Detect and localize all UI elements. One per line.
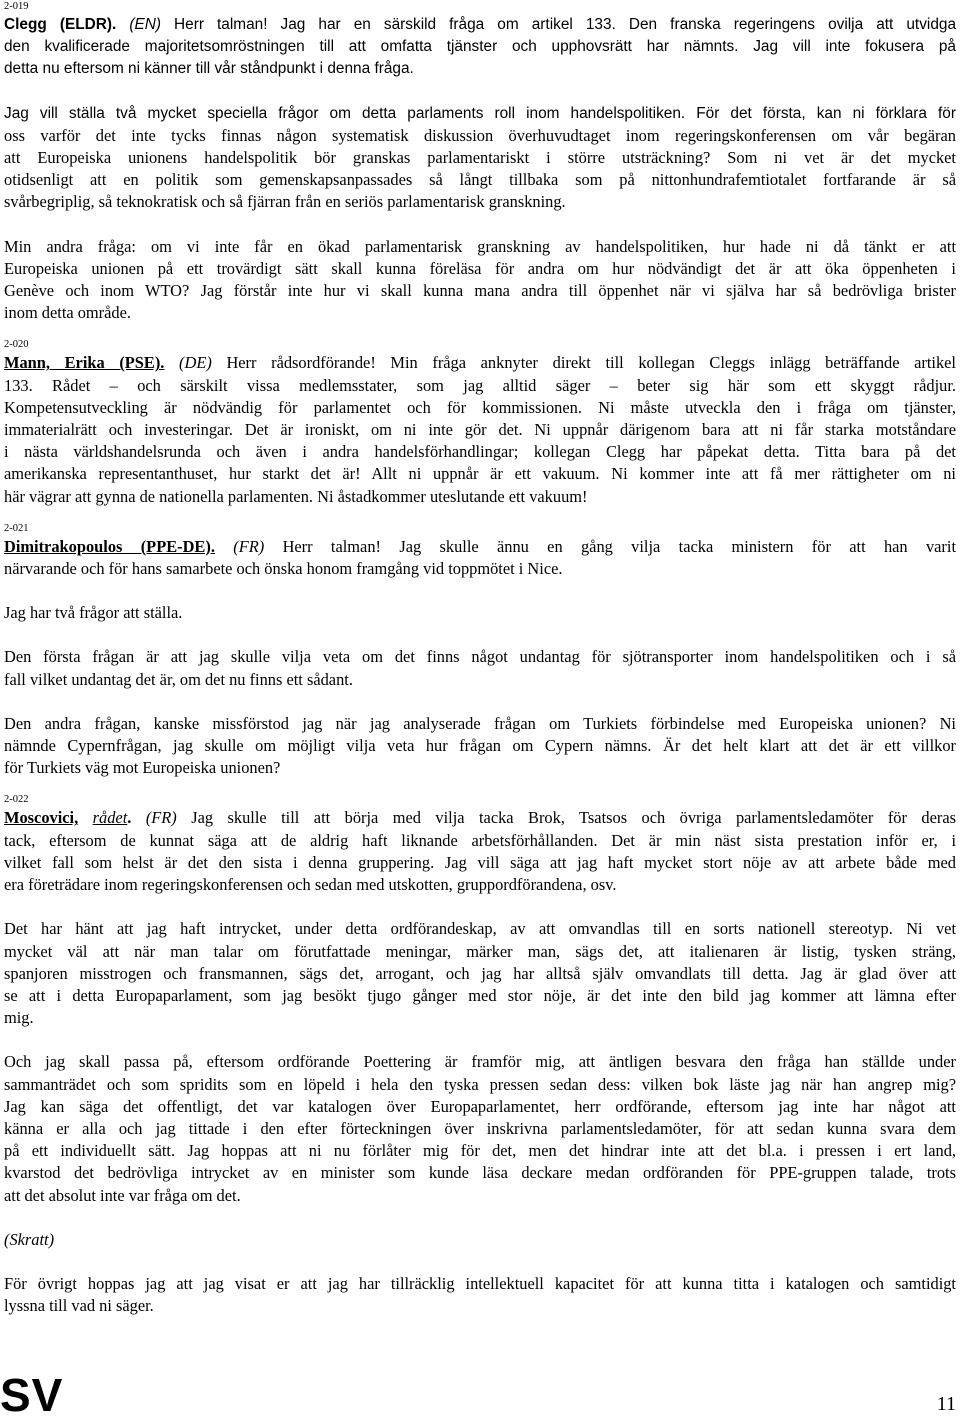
speech-line: immaterialrätt och investeringar. Det är ironiskt, om ni inte gör det. Ni uppnår därigenom bara att ni får starka motståndare (4, 420, 956, 440)
speech-line: se att i detta Europaparlament, som jag besökt tjugo gånger med stor nöje, är det inte den bild jag kommer att lämna efter (4, 985, 956, 1005)
speech-line: amerikanska representanthuset, hur starkt det är! Allt ni uppnår är ett vakuum. Ni kommer inte att få mer rättigheter om ni (4, 464, 956, 484)
speech-line: Den andra frågan, kanske missförstod jag när jag analyserade frågan om Turkiets förbindelse med Europeiska unionen? Ni (4, 713, 956, 733)
speech-line: känna er alla och jag tittade i den efter förteckningen över inskrivna parlamentsledamöter, för att sedan kunna svara dem (4, 1118, 956, 1138)
speech-line: oss varför det inte tycks finnas någon systematisk diskussion överhuvudtaget inom regeringskonferensen om vår begäran (4, 125, 956, 145)
speech-line: otidsenligt att en politik som gemenskapsanpassades så långt tillbaka som på nittonhundrafemtiotalet fortfarande är så (4, 170, 956, 190)
speech-line: Mann, Erika (PSE). (DE) Herr rådsordförande! Min fråga anknyter direkt till kollegan Cleggs inlägg beträffande artikel (4, 353, 956, 373)
speech-line: spanjoren misstrogen och fransmannen, sägs det, arrogant, och jag har alltså själv omvandlats till detta. Jag är glad över att (4, 963, 956, 983)
document-page (4, 0, 956, 1317)
speech-line: för Turkiets väg mot Europeiska unionen? (4, 758, 281, 778)
speech-line: detta nu eftersom ni känner till vår ståndpunkt i denna fråga. (4, 60, 414, 78)
speech-line: Jag vill ställa två mycket speciella frågor om detta parlaments roll inom handelspolitiken. För det första, kan ni förklara för (4, 104, 956, 122)
speech-line: För övrigt hoppas jag att jag visat er att jag har tillräcklig intellektuell kapacitet för att kunna titta i katalogen och samtidigt (4, 1273, 956, 1293)
speech-line: Jag har två frågor att ställa. (4, 603, 183, 623)
speech-line: vilket fall som helst är det den sista i denna gruppering. Jag vill säga att jag haft mycket stort nöje av att arbete både med (4, 852, 956, 872)
speech-line: mig. (4, 1008, 34, 1028)
page-number: 11 (936, 1393, 956, 1415)
speech-line: Den första frågan är att jag skulle vilja veta om det finns något undantag för sjötransporter inom handelspolitiken och i så (4, 647, 956, 667)
speech-line: Dimitrakopoulos (PPE-DE). (FR) Herr talman! Jag skulle ännu en gång vilja tacka ministern för att han varit (4, 536, 956, 556)
speaker-name: Dimitrakopoulos (PPE-DE). (4, 536, 215, 556)
speech-line: Det har hänt att jag haft intrycket, under detta ordförandeskap, av att omvandlas till en sorts nationell stereotyp. Ni vet (4, 919, 956, 939)
speech-line: Jag kan säga det offentligt, det var katalogen över Europaparlamentet, herr ordförande, eftersom jag inte har något att (4, 1096, 956, 1116)
speech-line: inom detta område. (4, 303, 131, 323)
speech-line: Genève och inom WTO? Jag förstår inte hur vi skall kunna mana andra till öppenhet när vi själva har så bedrövliga brister (4, 281, 956, 301)
speaker-name: Moscovici, (4, 808, 79, 828)
speech-line: Och jag skall passa på, eftersom ordförande Poettering är framför mig, att äntligen besvara den fråga han ställde under (4, 1052, 956, 1072)
speech-line: närvarande och för hans samarbete och önska honom framgång vid toppmötet i Nice. (4, 559, 563, 579)
language-code: SV (0, 1369, 64, 1421)
speech-line: Europeiska unionen på ett trovärdigt sätt skall kunna föreläsa för andra om hur nödvändigt det är att öka öppenheten i (4, 258, 956, 278)
speech-line: fall vilket undantag det är, om det nu finns ett sådant. (4, 669, 353, 689)
speech-line: lyssna till vad ni säger. (4, 1296, 154, 1316)
speech-line: på ett individuellt sätt. Jag hoppas att ni nu förlåter mig för det, men det hindrar inte att det bl.a. i pressen i ert land, (4, 1141, 956, 1161)
speech-line: Kompetensutveckling är nödvändig för parlamentet och för kommissionen. Ni måste utveckla den i fråga om tjänster, (4, 397, 956, 417)
speech-line: Min andra fråga: om vi inte får en ökad parlamentarisk granskning av handelspolitiken, hur hade ni då tänkt er att (4, 236, 956, 256)
speech-line: här vägrar att gynna de nationella parlamenten. Ni åstadkommer uteslutande ett vakuum! (4, 486, 588, 506)
speech-line: svårbegriplig, så teknokratisk och så fjärran från en seriös parlamentarisk granskning. (4, 192, 566, 212)
speech-line: i nästa världshandelsrunda och även i andra handelsförhandlingar; kollegan Clegg har påpekat detta. Titta bara på det (4, 442, 956, 462)
language-tag: (DE) (179, 353, 212, 373)
speech-line: 133. Rådet – och särskilt vissa medlemsstater, som jag alltid säger – beter sig här som ett skyggt rådjur. (4, 375, 956, 395)
speech-line: Clegg (ELDR). (EN) Herr talman! Jag har en särskild fråga om artikel 133. Den franska regeringens ovilja att utvidga (4, 16, 957, 33)
language-tag: (FR) (145, 808, 177, 828)
speech-line: sammanträdet och som spridits som en löpeld i hela den tyska pressen sedan dess: vilken bok läste jag när han angrep mig? (4, 1074, 956, 1094)
speech-line: tack, eftersom de kunnat säga att de aldrig haft liknande arbetsförhållanden. Det är min näst sista prestation inför er, i (4, 830, 956, 850)
item-number: 2-021 (4, 522, 29, 534)
speech-line: den kvalificerade majoritetsomröstningen till att omfatta tjänster och upphovsrätt har nämnts. Jag vill inte fokusera på (4, 38, 956, 56)
item-number: 2-020 (4, 339, 29, 351)
speech-line: era företrädare inom regeringskonferensen och sedan med utskotten, gruppordförandena, osv. (4, 875, 617, 895)
speech-line: mycket väl att när man talar om förutfattade meningar, märker man, sägs det, att italienaren är listig, tysken sträng, (4, 941, 956, 961)
speaker-role: rådet (92, 808, 128, 828)
language-tag: (EN) (129, 16, 161, 33)
stage-direction: (Skratt) (4, 1229, 55, 1249)
speech-line: nämnde Cypernfrågan, jag skulle om möjligt vilja veta hur frågan om Cypern nämns. Är det helt klart att det är ett villkor (4, 736, 956, 756)
speech-line: att det absolut inte var fråga om det. (4, 1185, 241, 1205)
item-number: 2-022 (4, 794, 29, 806)
speech-line: kvarstod det bedrövliga intrycket av en minister som kunde läsa deckare medan ordföranden för PPE-gruppen talade, trots (4, 1163, 956, 1183)
speaker-name: Mann, Erika (PSE). (4, 353, 165, 373)
language-tag: (FR) (233, 536, 265, 556)
speech-line: att Europeiska unionens handelspolitik bör granskas parlamentariskt i större utsträckning? Som ni vet är det mycket (4, 148, 956, 168)
item-number: 2-019 (4, 1, 29, 12)
speaker-name: Clegg (ELDR). (4, 16, 117, 33)
speech-line: Moscovici, rådet. (FR) Jag skulle till att börja med vilja tacka Brok, Tsatsos och övriga parlamentsledamöter för deras (4, 808, 956, 828)
